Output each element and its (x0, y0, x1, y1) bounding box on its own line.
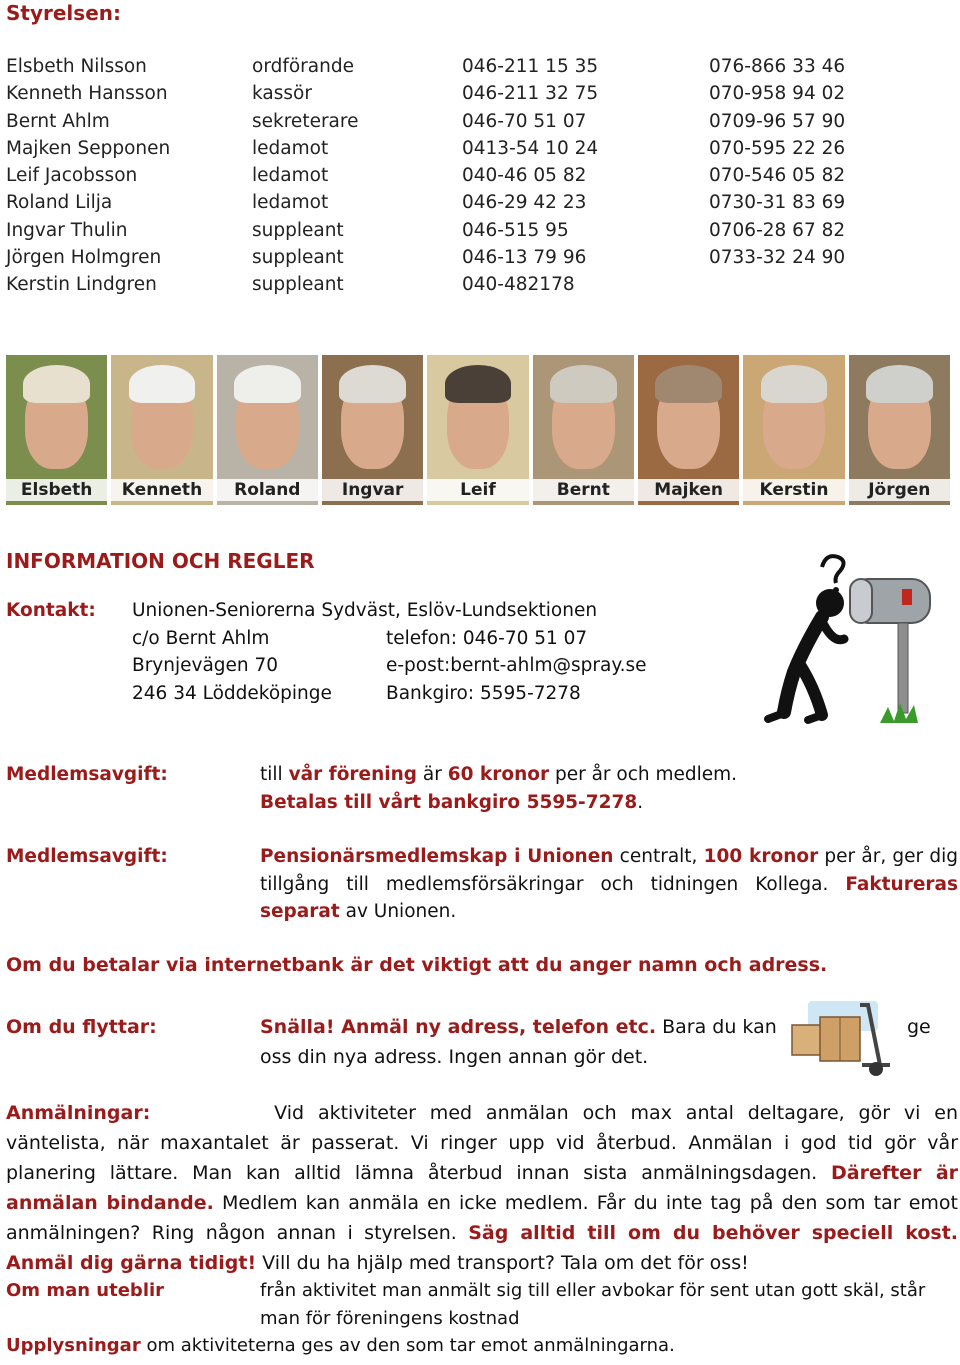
board-member-row (6, 53, 956, 80)
member-mobile: 0733-32 24 90 (709, 247, 846, 269)
member-phone: 046-515 95 (462, 219, 569, 241)
member-name: Kerstin Lindgren (6, 274, 157, 296)
member-role: ordförande (252, 56, 354, 77)
noshow-label: Om man uteblir (6, 1280, 165, 1301)
member-name: Ingvar Thulin (6, 219, 128, 241)
hair-shape (23, 365, 90, 403)
photo-label: Jörgen (849, 479, 950, 501)
member-phone: 0413-54 10 24 (462, 137, 599, 159)
member-photo (743, 355, 844, 505)
member-photo (638, 355, 739, 505)
member-phone: 046-211 15 35 (462, 56, 599, 77)
board-photos (6, 355, 950, 505)
move-text: Snälla! Anmäl ny adress, telefon etc. Bara du kan ge oss din nya adress. Ingen annan gör det. (260, 1016, 931, 1068)
hair-shape (866, 365, 933, 403)
photo-label: Kerstin (743, 479, 844, 501)
photo-label: Bernt (533, 479, 634, 501)
member-mobile: 0706-28 67 82 (709, 219, 846, 241)
member-photo (6, 355, 107, 505)
board-title: Styrelsen: (6, 1, 121, 25)
member-mobile: 0709-96 57 90 (709, 110, 846, 132)
photo-label: Ingvar (322, 479, 423, 501)
member-photo (849, 355, 950, 505)
photo-label: Majken (638, 479, 739, 501)
member-phone: 046-211 32 75 (462, 83, 599, 105)
contact-address-line1: c/o Bernt Ahlm (132, 627, 270, 649)
hair-shape (339, 365, 406, 403)
member-role: kassör (252, 83, 312, 105)
member-phone: 040-482178 (462, 274, 575, 296)
board-member-row (6, 135, 956, 162)
moving-boxes-icon (790, 995, 900, 1080)
fee2-text: Pensionärsmedlemskap i Unionen centralt, 100 kronor per år, ger dig tillgång till medlemsförsäkringar och tidningen Kollega. Faktureras separat av Unionen. (260, 846, 959, 922)
fee2-label: Medlemsavgift: (6, 846, 168, 867)
fee1-text: till vår förening är 60 kronor per år och medlem. Betalas till vårt bankgiro 5595-7278. (260, 764, 738, 813)
mailbox-figure-icon (750, 545, 960, 730)
member-name: Bernt Ahlm (6, 110, 110, 132)
member-name: Jörgen Holmgren (6, 247, 162, 269)
contact-org: Unionen-Seniorerna Sydväst, Eslöv-Lundsektionen (132, 600, 598, 621)
hair-shape (655, 365, 722, 403)
member-role: ledamot (252, 165, 329, 187)
board-member-row (6, 162, 956, 189)
member-role: ledamot (252, 137, 329, 159)
member-name: Majken Sepponen (6, 137, 171, 159)
board-table (6, 53, 956, 299)
contact-bankgiro: Bankgiro: 5595-7278 (386, 682, 581, 704)
internetbank-notice: Om du betalar via internetbank är det viktigt att du anger namn och adress. (6, 954, 828, 976)
member-phone: 046-70 51 07 (462, 110, 587, 132)
info-heading: INFORMATION OCH REGLER (6, 549, 315, 573)
board-member-row (6, 80, 956, 107)
board-member-row (6, 244, 956, 271)
contact-label: Kontakt: (6, 600, 96, 621)
member-phone: 046-13 79 96 (462, 247, 587, 269)
member-name: Roland Lilja (6, 192, 113, 214)
member-photo (533, 355, 634, 505)
noshow-text: från aktivitet man anmält sig till eller avbokar för sent utan gott skäl, står man för föreningens kostnad (260, 1280, 926, 1329)
member-mobile: 076-866 33 46 (709, 56, 846, 77)
info-label: Upplysningar (6, 1335, 141, 1356)
member-phone: 040-46 05 82 (462, 165, 587, 187)
contact-block (6, 597, 706, 707)
member-name: Kenneth Hansson (6, 83, 168, 105)
member-role: sekreterare (252, 110, 359, 132)
member-mobile: 0730-31 83 69 (709, 192, 846, 214)
hair-shape (445, 365, 512, 403)
board-member-row (6, 189, 956, 216)
member-role: suppleant (252, 274, 344, 296)
contact-phone: telefon: 046-70 51 07 (386, 627, 588, 649)
member-phone: 046-29 42 23 (462, 192, 587, 214)
photo-label: Elsbeth (6, 479, 107, 501)
member-role: suppleant (252, 247, 344, 269)
contact-address-line3: 246 34 Löddeköpinge (132, 682, 332, 704)
board-member-row (6, 271, 956, 298)
move-label: Om du flyttar: (6, 1016, 157, 1038)
photo-label: Kenneth (111, 479, 212, 501)
member-mobile (709, 271, 949, 298)
signup-label: Anmälningar: (6, 1102, 151, 1124)
board-member-row (6, 217, 956, 244)
hair-shape (129, 365, 196, 403)
member-mobile: 070-595 22 26 (709, 137, 846, 159)
hair-shape (234, 365, 301, 403)
hair-shape (761, 365, 828, 403)
member-photo (427, 355, 528, 505)
info-text: Upplysningar om aktiviteterna ges av den som tar emot anmälningarna. (6, 1335, 675, 1356)
hair-shape (550, 365, 617, 403)
contact-address-line2: Brynjevägen 70 (132, 655, 279, 676)
member-mobile: 070-546 05 82 (709, 165, 846, 187)
board-member-row (6, 108, 956, 135)
member-photo (111, 355, 212, 505)
photo-label: Roland (217, 479, 318, 501)
member-name: Elsbeth Nilsson (6, 56, 147, 77)
fee1-label: Medlemsavgift: (6, 764, 168, 785)
signup-text: Anmälningar: Vid aktiviteter med anmälan och max antal deltagare, gör vi en väntelista, när maxantalet är passerat. Vi ringer upp vid återbud. Anmälan i god tid gör vår planering lättare. Man kan alltid lämna återbud innan sista anmälningsdagen. Därefter är anmälan bindande. Medlem kan anmäla en icke medlem. Får du inte tag på den som tar emot anmälningen? Ring någon annan i styrelsen. Säg alltid till om du behöver speciell kost. Anmäl dig gärna tidigt! Vill du ha hjälp med transport? Tala om det för oss! (6, 1102, 959, 1274)
member-photo (322, 355, 423, 505)
member-role: ledamot (252, 192, 329, 214)
member-name: Leif Jacobsson (6, 165, 138, 187)
contact-email[interactable]: e-post:bernt-ahlm@spray.se (386, 655, 647, 676)
member-photo (217, 355, 318, 505)
member-mobile: 070-958 94 02 (709, 83, 846, 105)
photo-label: Leif (427, 479, 528, 501)
member-role: suppleant (252, 219, 344, 241)
